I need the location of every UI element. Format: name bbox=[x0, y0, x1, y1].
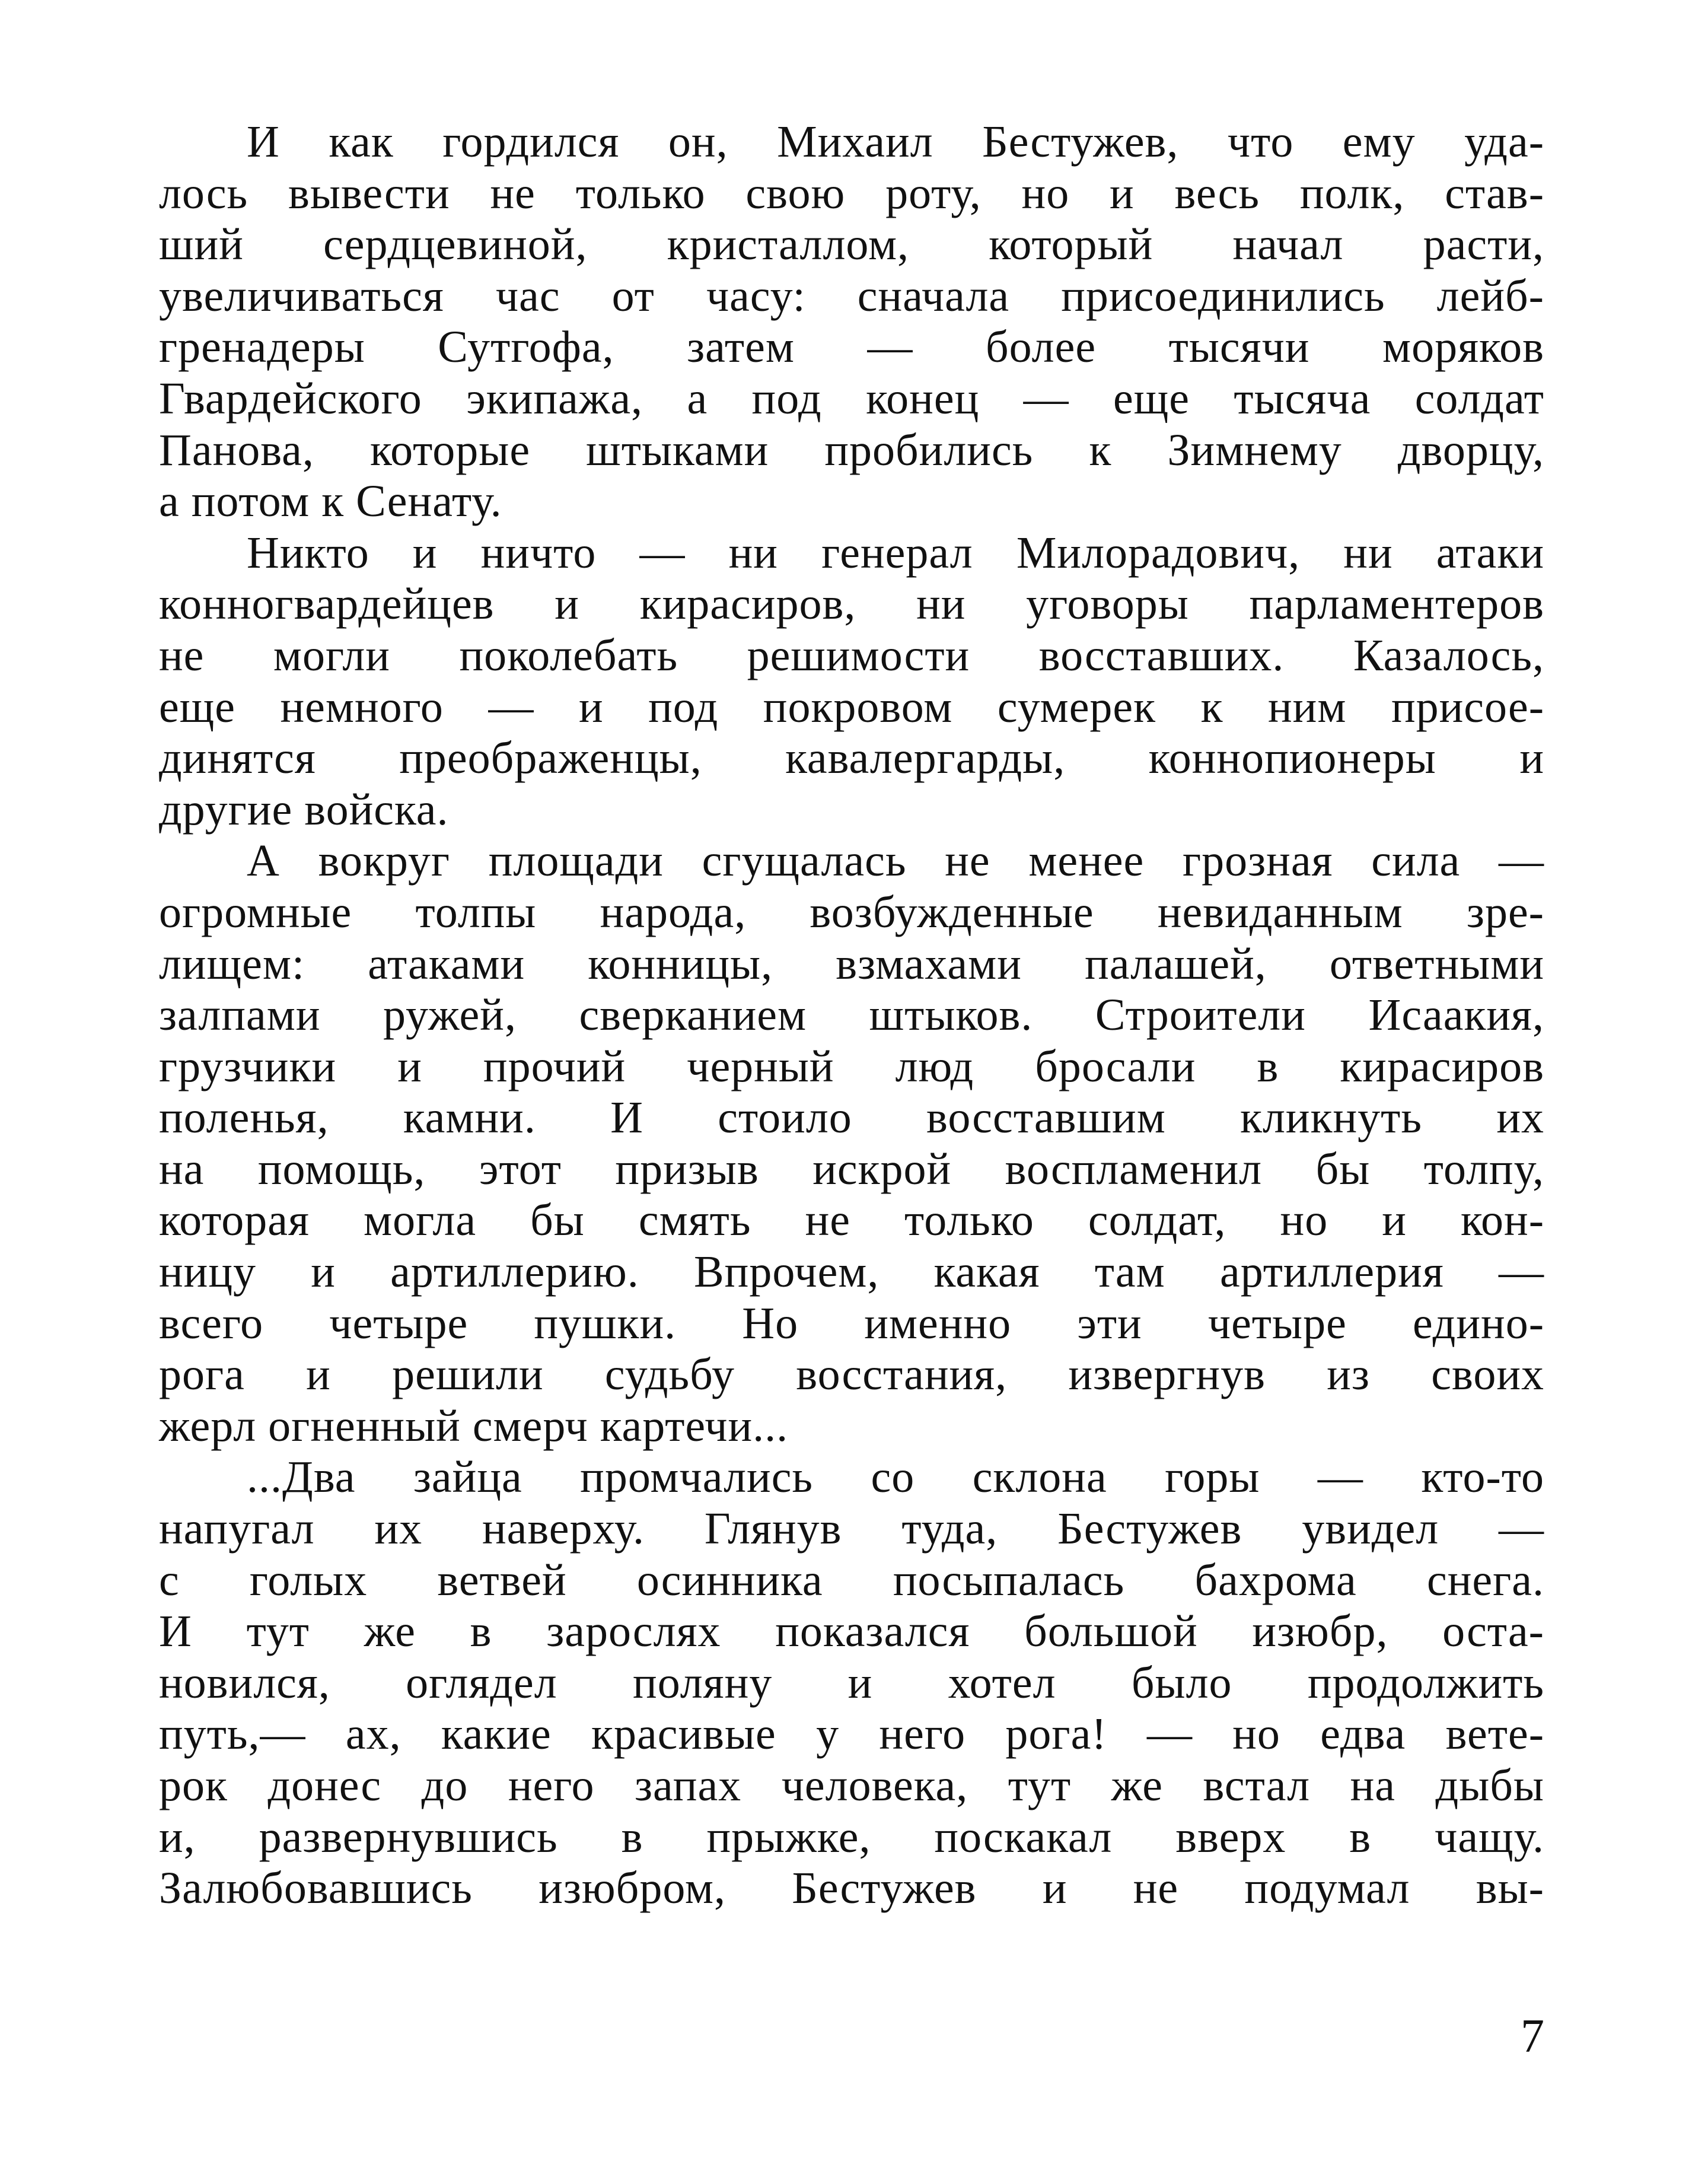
text-line: другие войска. bbox=[159, 784, 449, 835]
text-line: рок донес до него запах человека, тут же встал на дыбы bbox=[159, 1761, 1544, 1810]
text-line: ший сердцевиной, кристаллом, который начал расти, bbox=[159, 219, 1544, 270]
text-line: И тут же в зарослях показался большой изюбр, оста- bbox=[159, 1606, 1544, 1657]
text-line: на помощь, этот призыв искрой воспламенил бы толпу, bbox=[159, 1144, 1544, 1194]
paragraph bbox=[159, 1452, 1544, 1914]
text-line: и, развернувшись в прыжке, поскакал вверх в чащу. bbox=[159, 1812, 1544, 1862]
text-line: А вокруг площади сгущалась не менее грозная сила — bbox=[247, 836, 1544, 886]
text-line: путь,— ах, какие красивые у него рога! — но едва вете- bbox=[159, 1709, 1544, 1759]
text-line: которая могла бы смять не только солдат, но и кон- bbox=[159, 1195, 1544, 1246]
text-line: гренадеры Сутгофа, затем — более тысячи моряков bbox=[159, 322, 1544, 373]
text-line: еще немного — и под покровом сумерек к ним присое- bbox=[159, 682, 1544, 732]
text-line: лось вывести не только свою роту, но и весь полк, став- bbox=[159, 168, 1544, 218]
text-line: ...Два зайца промчались со склона горы — кто-то bbox=[247, 1452, 1544, 1503]
text-line: грузчики и прочий черный люд бросали в кирасиров bbox=[159, 1041, 1544, 1091]
text-line: Панова, которые штыками пробились к Зимнему дворцу, bbox=[159, 425, 1544, 475]
text-line: всего четыре пушки. Но именно эти четыре едино- bbox=[159, 1298, 1544, 1348]
text-line: огромные толпы народа, возбужденные невиданным зре- bbox=[159, 887, 1544, 937]
text-line: не могли поколебать решимости восставших. Казалось, bbox=[159, 630, 1544, 680]
text-line: ницу и артиллерию. Впрочем, какая там артиллерия — bbox=[159, 1247, 1544, 1297]
text-line: динятся преображенцы, кавалергарды, коннопионеры и bbox=[159, 733, 1544, 784]
text-line: Залюбовавшись изюбром, Бестужев и не подумал вы- bbox=[159, 1863, 1544, 1914]
text-line: с голых ветвей осинника посыпалась бахрома снега. bbox=[159, 1555, 1544, 1605]
page-number: 7 bbox=[1521, 2010, 1544, 2063]
text-line: жерл огненный смерч картечи... bbox=[159, 1401, 789, 1451]
paragraph bbox=[159, 116, 1544, 527]
paragraph bbox=[159, 527, 1544, 836]
text-line: И как гордился он, Михаил Бестужев, что ему уда- bbox=[247, 117, 1544, 167]
text-line: конногвардейцев и кирасиров, ни уговоры парламентеров bbox=[159, 579, 1544, 629]
text-line: новился, оглядел поляну и хотел было продолжить bbox=[159, 1657, 1544, 1708]
text-line: залпами ружей, сверканием штыков. Строители Исаакия, bbox=[159, 990, 1544, 1040]
text-line: Гвардейского экипажа, а под конец — еще тысяча солдат bbox=[159, 373, 1544, 424]
text-line: Никто и ничто — ни генерал Милорадович, ни атаки bbox=[247, 527, 1544, 578]
text-column bbox=[159, 116, 1544, 1914]
paragraph bbox=[159, 835, 1544, 1452]
text-line: увеличиваться час от часу: сначала присоединились лейб- bbox=[159, 270, 1544, 321]
text-line: рога и решили судьбу восстания, извергнув из своих bbox=[159, 1350, 1544, 1400]
text-line: поленья, камни. И стоило восставшим кликнуть их bbox=[159, 1093, 1544, 1143]
text-line: а потом к Сенату. bbox=[159, 476, 502, 527]
text-line: лищем: атаками конницы, взмахами палашей, ответными bbox=[159, 938, 1544, 989]
text-line: напугал их наверху. Глянув туда, Бестужев увидел — bbox=[159, 1504, 1544, 1554]
